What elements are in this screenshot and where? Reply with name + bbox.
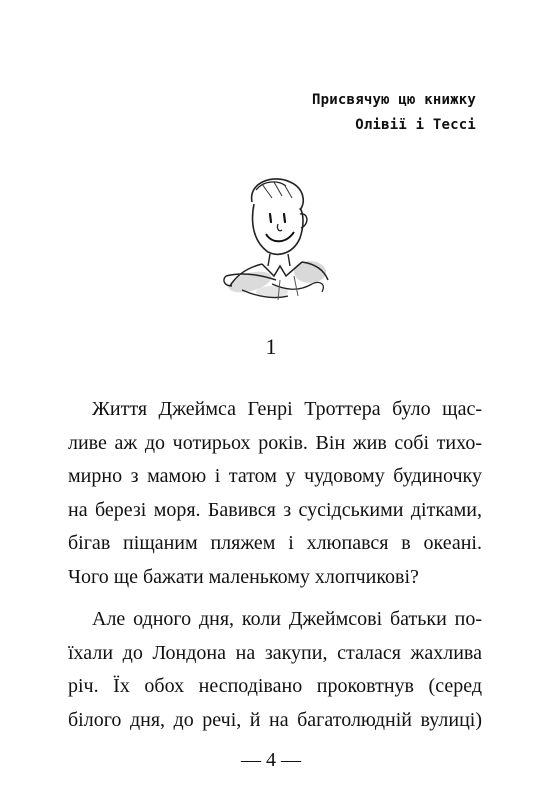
paragraph bbox=[68, 393, 482, 594]
paragraph bbox=[68, 603, 482, 737]
dedication bbox=[312, 88, 476, 138]
text-line: Але одного дня, коли Джеймсові батьки по- bbox=[92, 608, 482, 630]
text-line: річ. Їх обох несподівано проковтнув (серед bbox=[68, 675, 482, 697]
text-line: білого дня, до речі, й на багатолюдній вулиці) bbox=[68, 708, 482, 731]
text-line: їхали до Лондона на закупи, сталася жахлива bbox=[68, 641, 482, 664]
text-line: ливе аж до чотирьох років. Він жив собі тихо- bbox=[68, 431, 482, 454]
text-line: на березі моря. Бавився з сусідськими дітками, bbox=[68, 498, 482, 521]
text-line: Чого ще бажати маленькому хлопчикові? bbox=[68, 565, 419, 588]
page-number: — 4 — bbox=[241, 749, 301, 771]
chapter-number: 1 bbox=[265, 334, 277, 359]
text-line: бігав піщаним пляжем і хлюпався в океані. bbox=[68, 532, 482, 554]
text-line: Життя Джеймса Генрі Троттера було щас- bbox=[92, 398, 482, 420]
smiling-boy-sketch-icon bbox=[212, 172, 336, 322]
chapter-text bbox=[68, 393, 482, 746]
text-line: мирно з мамою і татом у чудовому будиночку bbox=[68, 465, 482, 487]
dedication-line-1: Присвячую цю книжку bbox=[312, 92, 476, 108]
dedication-line-2: Олівії і Тессі bbox=[355, 117, 476, 133]
